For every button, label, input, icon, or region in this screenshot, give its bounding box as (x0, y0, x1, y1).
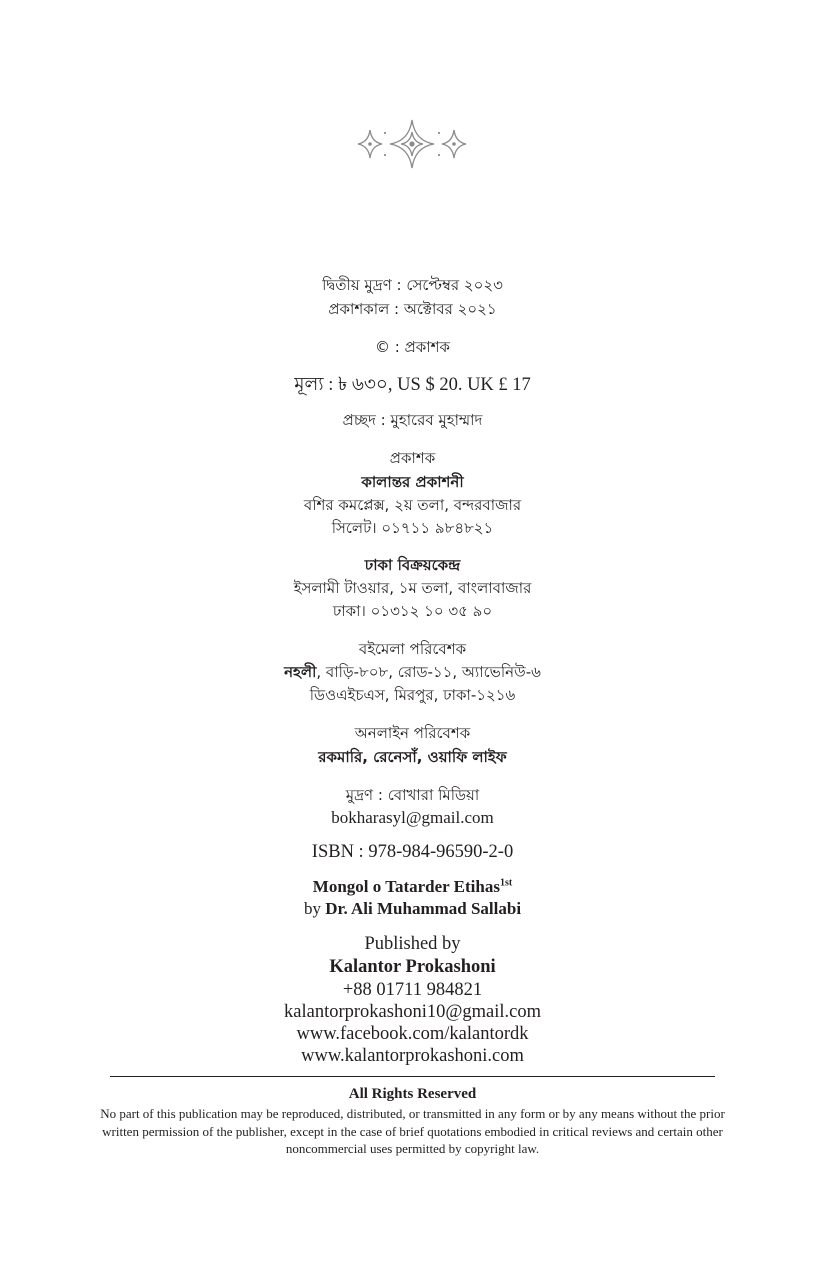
publisher-facebook: www.facebook.com/kalantordk (296, 1024, 529, 1044)
printer-email: bokharasyl@gmail.com (331, 808, 494, 827)
star-ornament-icon (356, 118, 468, 170)
book-author-line (0, 899, 825, 919)
book-fair-address-rest: , বাড়ি-৮০৮, রোড-১১, অ্যাভেনিউ-৬ (316, 663, 541, 681)
edition-superscript: 1st (499, 877, 513, 889)
publisher-website: www.kalantorprokashoni.com (301, 1046, 524, 1066)
book-fair-label: বইমেলা পরিবেশক (358, 640, 467, 658)
isbn-line: ISBN : 978-984-96590-2-0 (311, 842, 514, 862)
publisher-address-bn: বশির কমপ্লেক্স, ২য় তলা, বন্দরবাজার (303, 496, 522, 514)
copyright-line: © : প্রকাশক (375, 338, 450, 356)
book-title-text: Mongol o Tatarder Etihas (312, 877, 500, 896)
divider-rule (110, 1076, 715, 1077)
online-distributor-names: রকমারি, রেনেসাঁ, ওয়াফি লাইফ (318, 748, 507, 766)
printer-line: মুদ্রণ : বোখারা মিডিয়া (345, 786, 480, 804)
rights-heading: All Rights Reserved (348, 1086, 477, 1102)
publisher-label: প্রকাশক (389, 449, 436, 467)
dhaka-center-address: ইসলামী টাওয়ার, ১ম তলা, বাংলাবাজার (293, 579, 532, 597)
dhaka-center-name: ঢাকা বিক্রয়কেন্দ্র (364, 556, 461, 574)
publisher-name-bn: কালান্তর প্রকাশনী (361, 473, 464, 491)
published-by-label: Published by (364, 934, 461, 954)
price-line: মূল্য : ৳ ৬৩০, US $ 20. UK £ 17 (294, 375, 531, 395)
book-title (0, 877, 825, 897)
cover-designer: প্রচ্ছদ : মুহারেব মুহাম্মাদ (342, 411, 483, 429)
book-fair-address (0, 664, 825, 681)
publisher-city-phone-bn: সিলেট। ০১৭১১ ৯৮৪৮২১ (331, 519, 494, 537)
rights-text: No part of this publication may be reproduced, distributed, or transmitted in any form or by any means without the prior written permission of the publisher, except in the case of brief quotations embodied in critical reviews and certain other noncommercial uses permitted by copyright law. (100, 1106, 725, 1156)
dhaka-center-city-phone: ঢাকা। ০১৩১২ ১০ ৩৫ ৯০ (332, 602, 493, 620)
book-fair-address-line2: ডিওএইচএস, মিরপুর, ঢাকা-১২১৬ (309, 686, 516, 704)
publisher-phone-en: +88 01711 984821 (342, 980, 483, 1000)
book-fair-name: নহলী (284, 663, 317, 681)
publisher-name-en: Kalantor Prokashoni (329, 957, 496, 977)
publisher-email-en: kalantorprokashoni10@gmail.com (284, 1002, 541, 1022)
first-published-date: প্রকাশকাল : অক্টোবর ২০২১ (328, 300, 497, 318)
second-print-date: দ্বিতীয় মুদ্রণ : সেপ্টেম্বর ২০২৩ (322, 276, 503, 294)
author-name: Dr. Ali Muhammad Sallabi (325, 899, 522, 918)
online-distributor-label: অনলাইন পরিবেশক (354, 724, 471, 742)
by-word: by (303, 899, 326, 918)
